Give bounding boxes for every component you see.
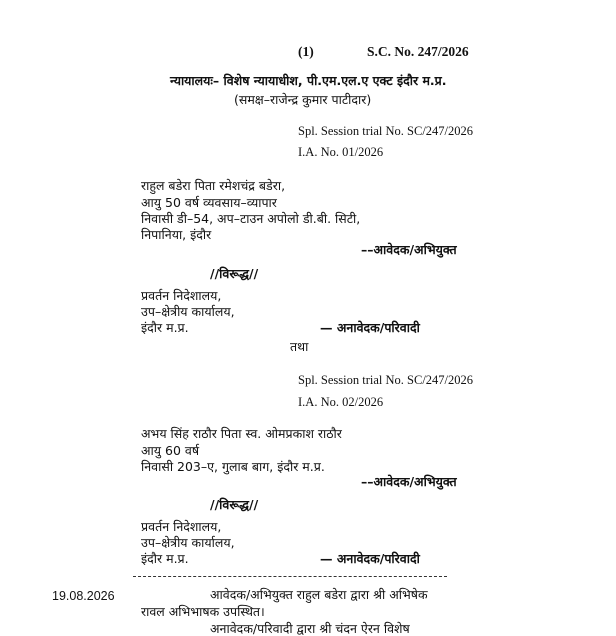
applicant-1-line: आयु 50 वर्ष व्यवसाय–व्यापार bbox=[141, 195, 277, 210]
applicant-1-line: निवासी डी–54, अप–टाउन अपोलो डी.बी. सिटी, bbox=[141, 211, 361, 226]
applicant-2-line: आयु 60 वर्ष bbox=[141, 443, 200, 458]
applicant-role-1: ––आवेदक/अभियुक्त bbox=[361, 242, 457, 257]
trial-number-2: Spl. Session trial No. SC/247/2026 bbox=[298, 373, 474, 387]
versus-1: //विरूद्ध// bbox=[210, 266, 259, 281]
respondent-2-line: उप–क्षेत्रीय कार्यालय, bbox=[141, 535, 235, 550]
respondent-1-line: प्रवर्तन निदेशालय, bbox=[141, 288, 222, 303]
order-date: 19.08.2026 bbox=[52, 589, 115, 603]
versus-2: //विरूद्ध// bbox=[210, 497, 259, 512]
respondent-2-line: इंदौर म.प्र. bbox=[141, 551, 189, 566]
applicant-2-line: निवासी 203–ए, गुलाब बाग, इंदौर म.प्र. bbox=[141, 459, 325, 474]
order-line: अनावेदक/परिवादी द्वारा श्री चंदन ऐरन विशेष bbox=[210, 621, 410, 636]
applicant-1-line: राहुल बडेरा पिता रमेशचंद्र बडेरा, bbox=[141, 178, 286, 193]
applicant-1-line: निपानिया, इंदौर bbox=[141, 227, 212, 242]
applicant-2-line: अभय सिंह राठौर पिता स्व. ओमप्रकाश राठौर bbox=[141, 426, 342, 441]
respondent-2-line: प्रवर्तन निदेशालय, bbox=[141, 519, 222, 534]
conjunction-text: तथा bbox=[290, 339, 309, 354]
applicant-role-2: ––आवेदक/अभियुक्त bbox=[361, 474, 457, 489]
order-line: आवेदक/अभियुक्त राहुल बडेरा द्वारा श्री अभिषेक bbox=[210, 587, 428, 602]
ia-number-1: I.A. No. 01/2026 bbox=[298, 145, 384, 159]
respondent-1-line: उप–क्षेत्रीय कार्यालय, bbox=[141, 304, 235, 319]
ia-number-2: I.A. No. 02/2026 bbox=[298, 395, 384, 409]
respondent-role-2: — अनावेदक/परिवादी bbox=[320, 551, 420, 566]
page-number: (1) bbox=[298, 44, 314, 59]
respondent-1-line: इंदौर म.प्र. bbox=[141, 320, 189, 335]
court-title: न्यायालयः– विशेष न्यायाधीश, पी.एम.एल.ए एक्ट इंदौर म.प्र. bbox=[170, 73, 447, 88]
presiding-judge: (समक्ष–राजेन्द्र कुमार पाटीदार) bbox=[234, 92, 372, 107]
trial-number-1: Spl. Session trial No. SC/247/2026 bbox=[298, 124, 474, 138]
case-number: S.C. No. 247/2026 bbox=[367, 44, 469, 59]
separator-line bbox=[133, 576, 447, 577]
order-line: रावल अभिभाषक उपस्थित। bbox=[141, 604, 265, 619]
respondent-role-1: — अनावेदक/परिवादी bbox=[320, 320, 420, 335]
